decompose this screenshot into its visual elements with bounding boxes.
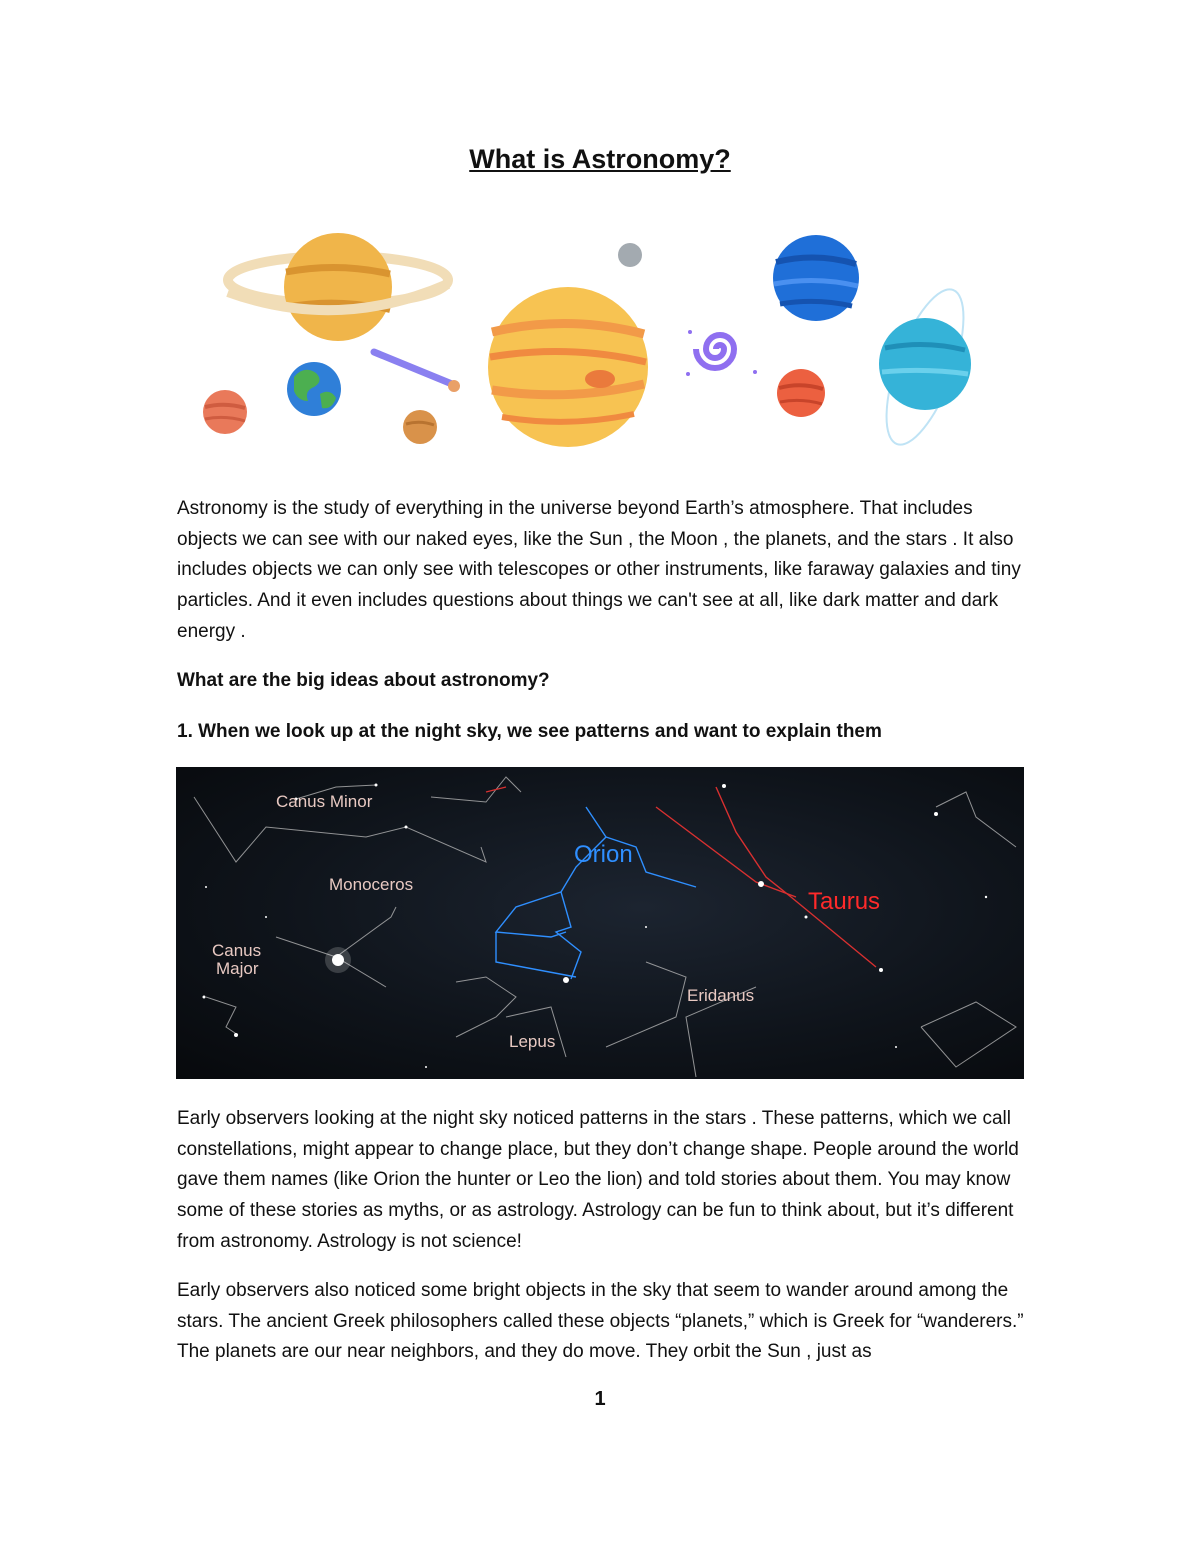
big-ideas-heading: What are the big ideas about astronomy? xyxy=(177,670,550,691)
comet-icon xyxy=(374,352,460,392)
intro-paragraph: Astronomy is the study of everything in the universe beyond Earth’s atmosphere. That includes objects we can see with our naked eyes, like the Sun , the Moon , the planets, and the stars . It also includes objects we can only see with telescopes or other instruments, like faraway galaxies and tiny particles. And it even includes questions about things we can't see at all, like dark matter and dark energy . xyxy=(177,498,1021,642)
uranus-icon xyxy=(871,280,980,453)
mars-icon xyxy=(203,390,247,434)
planets-illustration xyxy=(190,222,990,462)
orion-lines xyxy=(496,807,696,979)
moon-icon xyxy=(618,243,642,267)
mercury-icon xyxy=(403,410,437,444)
label-canis-major-1: Canus xyxy=(212,941,262,960)
label-monoceros: Monoceros xyxy=(329,875,414,894)
stars xyxy=(203,784,988,1080)
galaxy-icon xyxy=(686,330,757,376)
idea-1-heading: 1. When we look up at the night sky, we see patterns and want to explain them xyxy=(177,721,882,742)
earth-icon xyxy=(287,362,341,416)
label-taurus: Taurus xyxy=(808,888,881,915)
neptune-icon xyxy=(773,235,859,321)
label-canis-major-2: Major xyxy=(216,959,259,978)
page-title: What is Astronomy? xyxy=(469,144,731,174)
label-lepus: Lepus xyxy=(509,1032,556,1051)
paragraph-planets: Early observers also noticed some bright objects in the sky that seem to wander around among the stars. The ancient Greek philosophers called these objects “planets,” which is Greek for “wanderers.” The planets are our near neighbors, and they do move. They orbit the Sun , just as xyxy=(177,1280,1024,1363)
saturn-icon xyxy=(228,233,448,341)
jupiter-icon xyxy=(488,287,648,447)
label-eridanus: Eridanus xyxy=(687,986,755,1005)
constellation-lines xyxy=(194,777,1016,1077)
paragraph-constellations: Early observers looking at the night sky noticed patterns in the stars . These patterns, which we call constellations, might appear to change place, but they don’t change shape. People around the world gave them names (like Orion the hunter or Leo the lion) and told stories about them. You may know some of these stories as myths, or as astrology. Astrology can be fun to think about, but it’s different from astronomy. Astrology is not science! xyxy=(177,1108,1019,1252)
red-planet-icon xyxy=(777,369,825,417)
constellation-image xyxy=(176,767,1024,1079)
taurus-lines xyxy=(486,787,876,967)
page-number: 1 xyxy=(594,1388,606,1410)
label-canis-minor: Canus Minor xyxy=(276,792,373,811)
label-orion: Orion xyxy=(574,841,633,868)
